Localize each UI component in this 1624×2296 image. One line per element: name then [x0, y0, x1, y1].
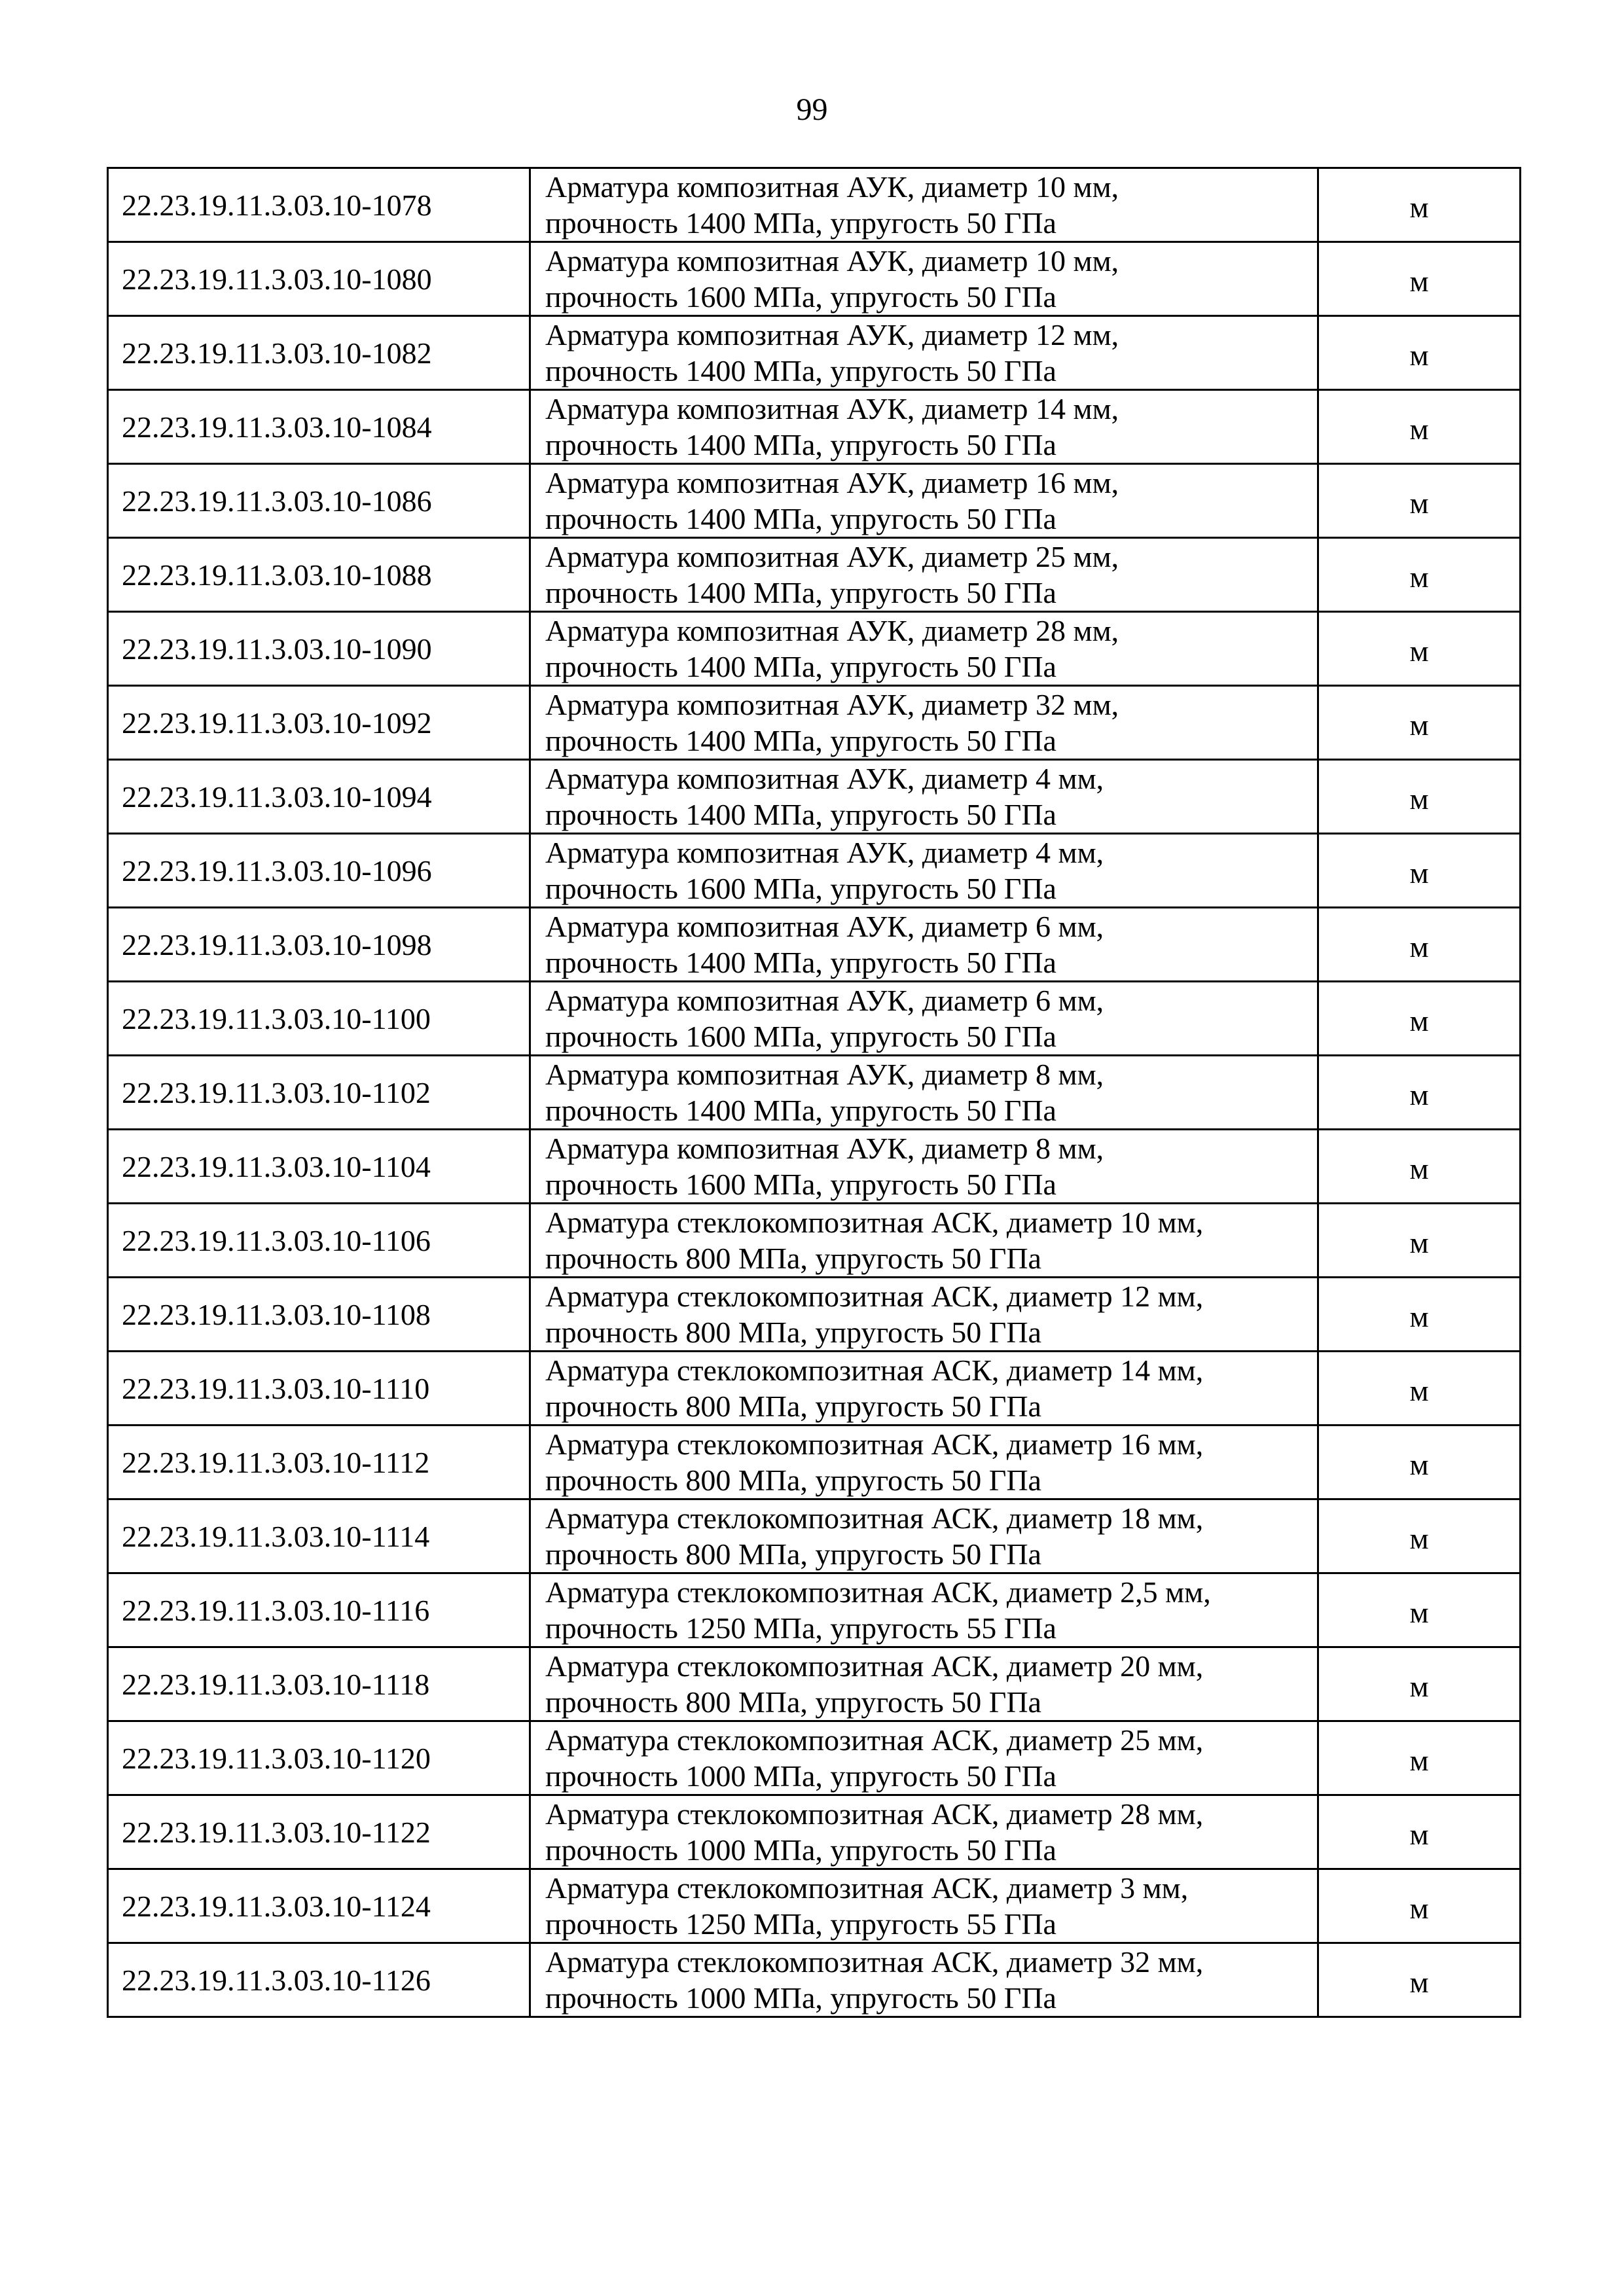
- name-line-2: прочность 1400 МПа, упругость 50 ГПа: [545, 798, 1056, 831]
- name-cell: [530, 316, 1318, 390]
- materials-table: [107, 167, 1521, 2018]
- unit-cell: м: [1318, 834, 1521, 908]
- name-cell: [530, 1573, 1318, 1647]
- name-line-1: Арматура композитная АУК, диаметр 6 мм,: [545, 910, 1104, 943]
- code-cell: 22.23.19.11.3.03.10-1082: [108, 316, 530, 390]
- table-row: [108, 982, 1521, 1056]
- name-line-2: прочность 1400 МПа, упругость 50 ГПа: [545, 1094, 1056, 1127]
- name-cell: [530, 982, 1318, 1056]
- table-row: [108, 1721, 1521, 1795]
- name-line-1: Арматура композитная АУК, диаметр 25 мм,: [545, 540, 1119, 573]
- unit-cell: м: [1318, 1352, 1521, 1426]
- code-cell: 22.23.19.11.3.03.10-1090: [108, 612, 530, 686]
- name-line-1: Арматура стеклокомпозитная АСК, диаметр 18 мм,: [545, 1501, 1204, 1535]
- name-line-2: прочность 1600 МПа, упругость 50 ГПа: [545, 872, 1056, 905]
- name-cell: [530, 390, 1318, 464]
- table-row: [108, 612, 1521, 686]
- table-row: [108, 834, 1521, 908]
- table-row: [108, 1352, 1521, 1426]
- name-line-1: Арматура стеклокомпозитная АСК, диаметр 20 мм,: [545, 1649, 1204, 1683]
- table-row: [108, 686, 1521, 760]
- name-line-1: Арматура композитная АУК, диаметр 28 мм,: [545, 614, 1119, 647]
- unit-cell: м: [1318, 1499, 1521, 1573]
- table-row: [108, 1130, 1521, 1204]
- code-cell: 22.23.19.11.3.03.10-1112: [108, 1426, 530, 1499]
- code-cell: 22.23.19.11.3.03.10-1124: [108, 1869, 530, 1943]
- unit-cell: м: [1318, 686, 1521, 760]
- table-row: [108, 1647, 1521, 1721]
- name-cell: [530, 760, 1318, 834]
- name-cell: [530, 1869, 1318, 1943]
- page-number: 99: [796, 92, 828, 127]
- name-line-1: Арматура композитная АУК, диаметр 8 мм,: [545, 1132, 1104, 1165]
- unit-cell: м: [1318, 538, 1521, 612]
- name-line-2: прочность 1600 МПа, упругость 50 ГПа: [545, 1020, 1056, 1053]
- name-line-1: Арматура стеклокомпозитная АСК, диаметр 25 мм,: [545, 1723, 1204, 1757]
- name-line-1: Арматура композитная АУК, диаметр 4 мм,: [545, 836, 1104, 869]
- unit-cell: м: [1318, 316, 1521, 390]
- name-line-1: Арматура стеклокомпозитная АСК, диаметр 32 мм,: [545, 1945, 1204, 1979]
- name-line-1: Арматура стеклокомпозитная АСК, диаметр 10 мм,: [545, 1206, 1204, 1239]
- name-line-1: Арматура композитная АУК, диаметр 16 мм,: [545, 466, 1119, 499]
- code-cell: 22.23.19.11.3.03.10-1086: [108, 464, 530, 538]
- unit-cell: м: [1318, 908, 1521, 982]
- code-cell: 22.23.19.11.3.03.10-1122: [108, 1795, 530, 1869]
- name-line-1: Арматура композитная АУК, диаметр 6 мм,: [545, 984, 1104, 1017]
- table-row: [108, 1056, 1521, 1130]
- code-cell: 22.23.19.11.3.03.10-1096: [108, 834, 530, 908]
- table-row: [108, 1943, 1521, 2017]
- unit-cell: м: [1318, 464, 1521, 538]
- table-row: [108, 168, 1521, 242]
- unit-cell: м: [1318, 390, 1521, 464]
- name-cell: [530, 834, 1318, 908]
- name-line-2: прочность 1000 МПа, упругость 50 ГПа: [545, 1759, 1056, 1793]
- code-cell: 22.23.19.11.3.03.10-1078: [108, 168, 530, 242]
- name-cell: [530, 1943, 1318, 2017]
- code-cell: 22.23.19.11.3.03.10-1106: [108, 1204, 530, 1278]
- unit-cell: м: [1318, 612, 1521, 686]
- unit-cell: м: [1318, 1204, 1521, 1278]
- table-row: [108, 464, 1521, 538]
- unit-cell: м: [1318, 1426, 1521, 1499]
- code-cell: 22.23.19.11.3.03.10-1084: [108, 390, 530, 464]
- name-line-1: Арматура композитная АУК, диаметр 14 мм,: [545, 392, 1119, 425]
- code-cell: 22.23.19.11.3.03.10-1126: [108, 1943, 530, 2017]
- name-line-2: прочность 1400 МПа, упругость 50 ГПа: [545, 650, 1056, 683]
- name-cell: [530, 1056, 1318, 1130]
- name-line-2: прочность 800 МПа, упругость 50 ГПа: [545, 1685, 1041, 1719]
- name-cell: [530, 538, 1318, 612]
- name-cell: [530, 1204, 1318, 1278]
- name-cell: [530, 1130, 1318, 1204]
- code-cell: 22.23.19.11.3.03.10-1094: [108, 760, 530, 834]
- table-row: [108, 242, 1521, 316]
- code-cell: 22.23.19.11.3.03.10-1080: [108, 242, 530, 316]
- unit-cell: м: [1318, 1130, 1521, 1204]
- name-line-1: Арматура композитная АУК, диаметр 10 мм,: [545, 244, 1119, 278]
- name-line-2: прочность 800 МПа, упругость 50 ГПа: [545, 1242, 1041, 1275]
- code-cell: 22.23.19.11.3.03.10-1092: [108, 686, 530, 760]
- code-cell: 22.23.19.11.3.03.10-1102: [108, 1056, 530, 1130]
- code-cell: 22.23.19.11.3.03.10-1104: [108, 1130, 530, 1204]
- name-line-2: прочность 1250 МПа, упругость 55 ГПа: [545, 1611, 1056, 1645]
- name-cell: [530, 168, 1318, 242]
- name-cell: [530, 1795, 1318, 1869]
- name-line-2: прочность 1400 МПа, упругость 50 ГПа: [545, 428, 1056, 461]
- unit-cell: м: [1318, 242, 1521, 316]
- table-row: [108, 390, 1521, 464]
- name-cell: [530, 612, 1318, 686]
- unit-cell: м: [1318, 1647, 1521, 1721]
- name-line-1: Арматура композитная АУК, диаметр 8 мм,: [545, 1058, 1104, 1091]
- name-cell: [530, 908, 1318, 982]
- unit-cell: м: [1318, 1278, 1521, 1352]
- table-row: [108, 538, 1521, 612]
- unit-cell: м: [1318, 1573, 1521, 1647]
- name-line-2: прочность 800 МПа, упругость 50 ГПа: [545, 1537, 1041, 1571]
- table-row: [108, 1573, 1521, 1647]
- name-line-1: Арматура стеклокомпозитная АСК, диаметр 14 мм,: [545, 1354, 1204, 1387]
- name-cell: [530, 1352, 1318, 1426]
- table-row: [108, 316, 1521, 390]
- table-body: [108, 168, 1521, 2017]
- code-cell: 22.23.19.11.3.03.10-1100: [108, 982, 530, 1056]
- name-cell: [530, 1647, 1318, 1721]
- code-cell: 22.23.19.11.3.03.10-1088: [108, 538, 530, 612]
- table-row: [108, 1795, 1521, 1869]
- code-cell: 22.23.19.11.3.03.10-1110: [108, 1352, 530, 1426]
- name-line-1: Арматура стеклокомпозитная АСК, диаметр 28 мм,: [545, 1797, 1204, 1831]
- name-line-2: прочность 1400 МПа, упругость 50 ГПа: [545, 206, 1056, 240]
- name-line-1: Арматура композитная АУК, диаметр 32 мм,: [545, 688, 1119, 721]
- table-row: [108, 908, 1521, 982]
- table-row: [108, 1869, 1521, 1943]
- name-line-2: прочность 1400 МПа, упругость 50 ГПа: [545, 946, 1056, 979]
- table-row: [108, 1204, 1521, 1278]
- code-cell: 22.23.19.11.3.03.10-1098: [108, 908, 530, 982]
- unit-cell: м: [1318, 1943, 1521, 2017]
- name-line-2: прочность 800 МПа, упругость 50 ГПа: [545, 1463, 1041, 1497]
- unit-cell: м: [1318, 1056, 1521, 1130]
- name-cell: [530, 1278, 1318, 1352]
- table-row: [108, 1278, 1521, 1352]
- name-line-2: прочность 1000 МПа, упругость 50 ГПа: [545, 1981, 1056, 2015]
- name-line-1: Арматура стеклокомпозитная АСК, диаметр 3 мм,: [545, 1871, 1189, 1905]
- table-row: [108, 1499, 1521, 1573]
- code-cell: 22.23.19.11.3.03.10-1108: [108, 1278, 530, 1352]
- name-line-1: Арматура стеклокомпозитная АСК, диаметр 12 мм,: [545, 1280, 1204, 1313]
- name-line-1: Арматура стеклокомпозитная АСК, диаметр 2,5 мм,: [545, 1575, 1211, 1609]
- name-cell: [530, 1721, 1318, 1795]
- name-line-1: Арматура композитная АУК, диаметр 4 мм,: [545, 762, 1104, 795]
- name-line-2: прочность 800 МПа, упругость 50 ГПа: [545, 1316, 1041, 1349]
- name-line-2: прочность 1400 МПа, упругость 50 ГПа: [545, 502, 1056, 535]
- code-cell: 22.23.19.11.3.03.10-1120: [108, 1721, 530, 1795]
- unit-cell: м: [1318, 1795, 1521, 1869]
- unit-cell: м: [1318, 1869, 1521, 1943]
- name-line-2: прочность 800 МПа, упругость 50 ГПа: [545, 1390, 1041, 1423]
- unit-cell: м: [1318, 1721, 1521, 1795]
- name-line-1: Арматура композитная АУК, диаметр 12 мм,: [545, 318, 1119, 351]
- name-line-1: Арматура стеклокомпозитная АСК, диаметр 16 мм,: [545, 1427, 1204, 1461]
- name-line-2: прочность 1000 МПа, упругость 50 ГПа: [545, 1833, 1056, 1867]
- code-cell: 22.23.19.11.3.03.10-1118: [108, 1647, 530, 1721]
- unit-cell: м: [1318, 982, 1521, 1056]
- name-line-2: прочность 1250 МПа, упругость 55 ГПа: [545, 1907, 1056, 1941]
- name-cell: [530, 1499, 1318, 1573]
- name-cell: [530, 686, 1318, 760]
- name-line-1: Арматура композитная АУК, диаметр 10 мм,: [545, 170, 1119, 204]
- name-line-2: прочность 1600 МПа, упругость 50 ГПа: [545, 280, 1056, 314]
- unit-cell: м: [1318, 168, 1521, 242]
- name-line-2: прочность 1400 МПа, упругость 50 ГПа: [545, 576, 1056, 609]
- unit-cell: м: [1318, 760, 1521, 834]
- name-cell: [530, 1426, 1318, 1499]
- name-cell: [530, 242, 1318, 316]
- table-row: [108, 1426, 1521, 1499]
- code-cell: 22.23.19.11.3.03.10-1114: [108, 1499, 530, 1573]
- name-cell: [530, 464, 1318, 538]
- code-cell: 22.23.19.11.3.03.10-1116: [108, 1573, 530, 1647]
- name-line-2: прочность 1600 МПа, упругость 50 ГПа: [545, 1168, 1056, 1201]
- name-line-2: прочность 1400 МПа, упругость 50 ГПа: [545, 354, 1056, 387]
- name-line-2: прочность 1400 МПа, упругость 50 ГПа: [545, 724, 1056, 757]
- table-row: [108, 760, 1521, 834]
